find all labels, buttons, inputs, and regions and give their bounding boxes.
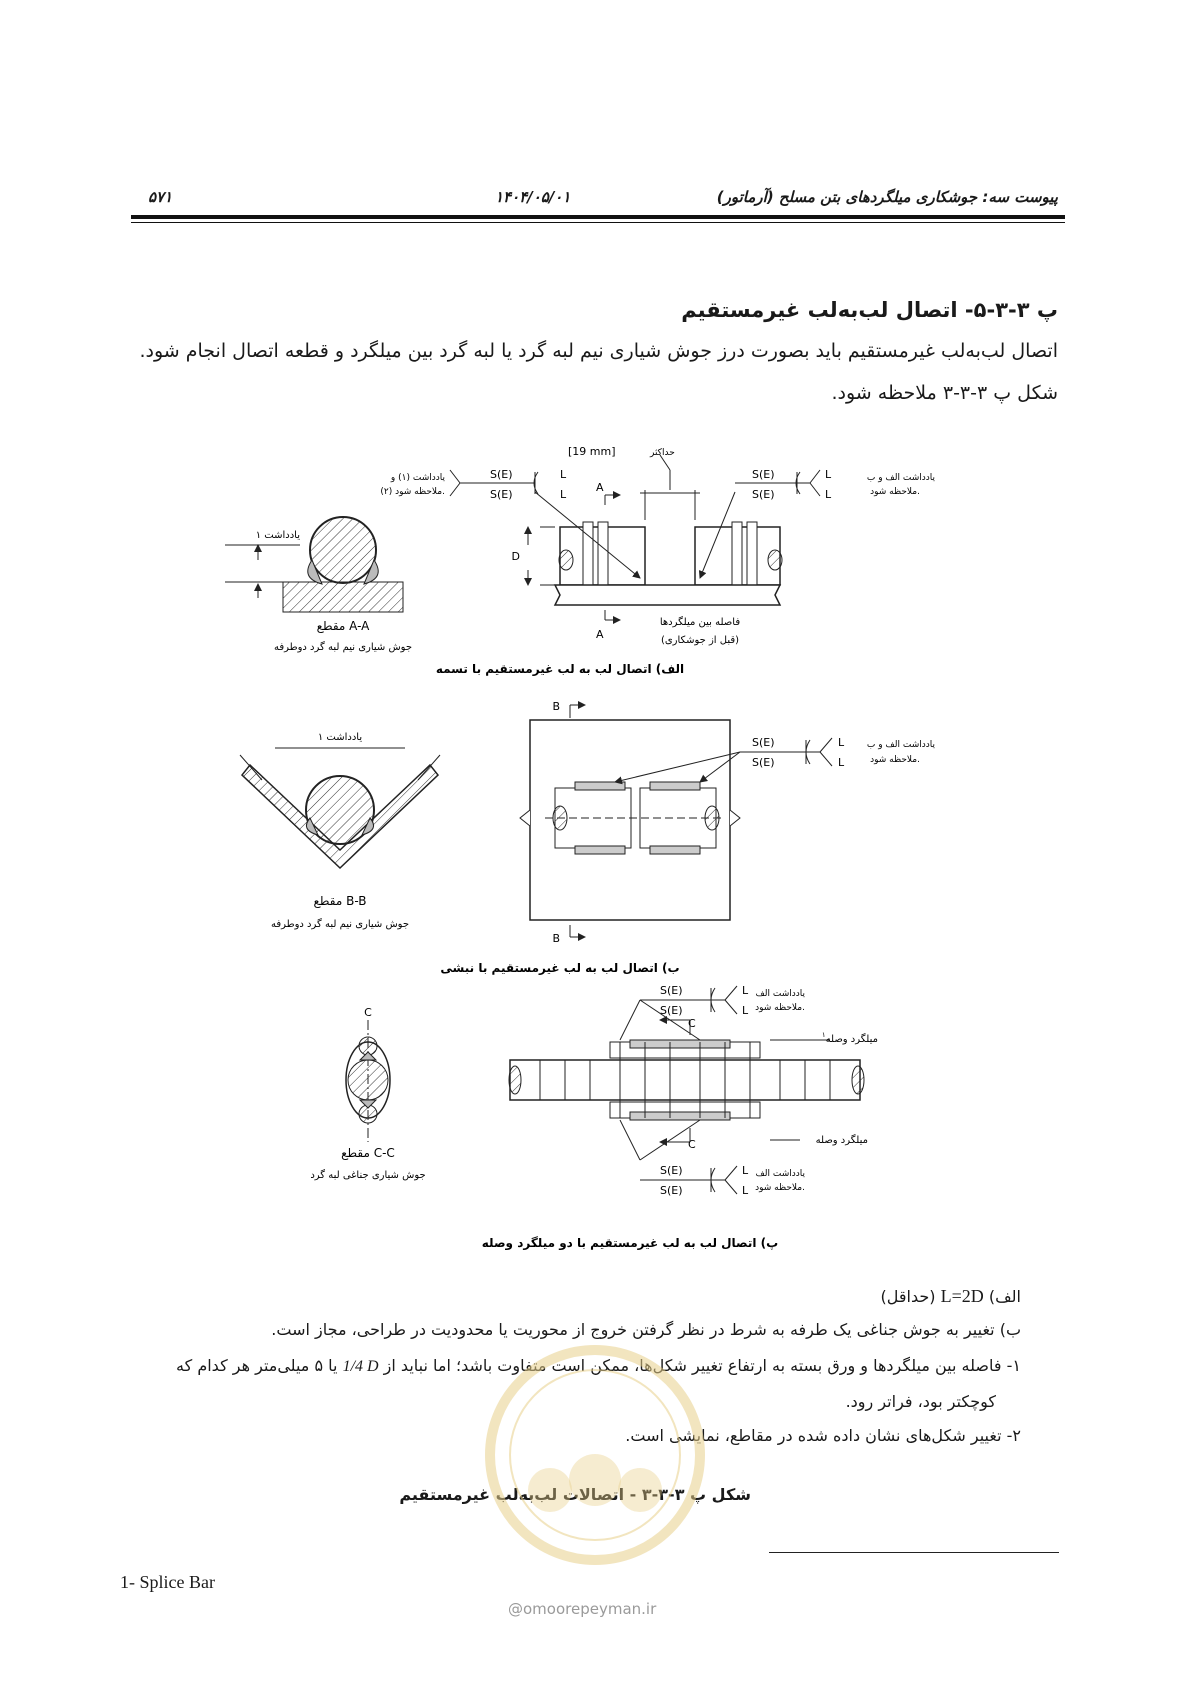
note-2-num: ۲- [1006,1426,1021,1445]
note-1-num: ۱- [1006,1356,1021,1375]
fig-c-section-label-top: C [688,1017,696,1030]
note-b: ب) تغییر به جوش جناغی یک طرفه به شرط در نظر گرفتن خروج از محوریت یا محدودیت در طراحی، مجاز است. [271,1320,1021,1339]
note-1-fraction: 1/4 D [342,1358,379,1375]
watermark-logo [480,1340,710,1574]
fig-a-section-label-bottom: A [596,628,604,641]
watermark-seal-icon [480,1340,710,1570]
note-a [881,1286,1021,1307]
fig-a-note1: یادداشت ۱ [255,530,300,541]
section-a-a [225,517,403,612]
body-line-2: شکل پ ۳-۳-۳ ملاحظه شود. [831,382,1058,404]
note-a-prefix: الف) [988,1287,1021,1306]
figure-caption-title: اتصالات لب‌به‌لب غیرمستقیم [399,1485,625,1504]
watermark-site-text: omoorepeyman.ir [523,1600,657,1618]
fig-a-left-l-bottom: L [560,488,567,501]
fig-a-left-l-top: L [560,468,567,481]
fig-b-section-desc: جوش شیاری نیم لبه گرد دوطرفه [270,919,410,930]
weld-symbol-c-bottom [640,1166,737,1194]
footnote-rule [769,1552,1059,1553]
elevation-c [509,1000,864,1160]
fig-b-note-right-1: یادداشت الف و ب [866,740,935,750]
fig-a-right-l-top: L [825,468,832,481]
fig-b-se-top: S(E) [752,736,775,749]
weld-symbol-a-right [735,470,820,496]
fig-a-right-se-bottom: S(E) [752,488,775,501]
watermark-site [508,1600,656,1618]
note-1-text-2: یا ۵ میلی‌متر هر کدام که [176,1356,338,1375]
fig-b-section-label-top: B [552,700,560,713]
fig-a-max-gap: [19 mm] [568,445,616,458]
fig-b-l-top: L [838,736,845,749]
fig-a-right-l-bottom: L [825,488,832,501]
chapter-title: جوشکاری میلگردهای بتن مسلح (آرماتور) [716,188,978,206]
fig-c-bottom-se-bottom: S(E) [660,1184,683,1197]
fig-c-splice-label-top: میلگرد وصله$^۱$ [821,1031,878,1045]
section-heading: پ ۳-۳-۵- اتصال لب‌به‌لب غیرمستقیم [681,298,1058,322]
fig-a-note-right-2: ملاحظه شود. [870,487,920,497]
fig-c-section-name: مقطع C-C [341,1146,395,1160]
fig-a-note-right-1: یادداشت الف و ب [866,473,935,483]
fig-c-top-note-2: ملاحظه شود. [755,1003,805,1013]
fig-a-right-se-top: S(E) [752,468,775,481]
fig-c-bottom-note-1: یادداشت الف [755,1169,805,1179]
fig-a-note-left-1: یادداشت (۱) و [390,473,445,483]
fig-c-bottom-l-bottom: L [742,1184,749,1197]
fig-c-centerline: C [364,1006,372,1019]
fig-a-gap-note-2: (قبل از جوشکاری) [660,635,740,646]
footnote: 1- Splice Bar [120,1572,215,1592]
fig-a-note-left-2: (۲) ملاحظه شود. [380,487,445,497]
fig-b-note1: یادداشت ۱ [317,732,363,743]
section-b-b [240,748,440,868]
fig-a-section-label-top: A [596,481,604,494]
fig-c-section-label-bottom: C [688,1138,696,1151]
watermark-at-icon: @ [508,1600,523,1618]
fig-c-top-se-bottom: S(E) [660,1004,683,1017]
fig-a-left-se-top: S(E) [490,468,513,481]
fig-c-top-se-top: S(E) [660,984,683,997]
fig-c-section-desc: جوش شیاری جناغی لبه گرد [310,1170,426,1181]
note-1-continuation: کوچکتر بود، فراتر رود. [845,1392,996,1411]
fig-a-section-desc: جوش شیاری نیم لبه گرد دوطرفه [273,642,413,653]
fig-c-bottom-l-top: L [742,1164,749,1177]
fig-b-se-bottom: S(E) [752,756,775,769]
fig-a-dim-label: D [511,550,520,563]
note-2-text: تغییر شکل‌های نشان داده شده در مقاطع، نمایشی است. [625,1426,1002,1445]
fig-c-top-l-top: L [742,984,749,997]
note-a-formula: L=2D [940,1286,984,1306]
chapter-prefix: پیوست سه: [982,188,1058,206]
fig-c-bottom-se-top: S(E) [660,1164,683,1177]
fig-b-section-name: مقطع B-B [313,894,367,908]
fig-a-left-se-bottom: S(E) [490,488,513,501]
fig-b-l-bottom: L [838,756,845,769]
fig-a-caption: الف) اتصال لب به لب غیرمستقیم با تسمه [435,662,685,676]
note-1-text-1: فاصله بین میلگردها و ورق بسته به ارتفاع تغییر شکل‌ها، ممکن است متفاوت باشد؛ اما نباید از [383,1356,1002,1375]
fig-b-note-right-2: ملاحظه شود. [870,755,920,765]
fig-c-bottom-note-2: ملاحظه شود. [755,1183,805,1193]
note-a-suffix: (حداقل) [880,1287,936,1306]
elevation-b [520,705,740,937]
header-date: ۱۴۰۴/۰۵/۰۱ [495,188,571,206]
fig-c-top-l-bottom: L [742,1004,749,1017]
body-line-1: اتصال لب‌به‌لب غیرمستقیم باید بصورت درز جوش شیاری نیم لبه گرد یا لبه گرد بین میلگرد و قطعه اتصال انجام شود. [139,340,1058,362]
fig-b-section-label-bottom: B [552,932,560,945]
fig-b-caption: ب) اتصال لب به لب غیرمستقیم با نبشی [440,961,680,975]
fig-a-gap-note-1: فاصله بین میلگردها [659,617,741,628]
fig-c-top-note-1: یادداشت الف [755,989,805,999]
fig-a-max-label: حداکثر [650,448,675,458]
fig-c-splice-label-bottom: میلگرد وصله [815,1135,868,1146]
figure-caption-prefix: شکل پ ۳-۳-۳ - [629,1485,751,1504]
fig-a-section-name: مقطع A-A [316,619,370,633]
fig-c-caption: پ) اتصال لب به لب غیرمستقیم با دو میلگرد وصله [481,1236,779,1250]
section-c-c [346,1020,390,1142]
page-number: ۵۷۱ [148,188,173,206]
